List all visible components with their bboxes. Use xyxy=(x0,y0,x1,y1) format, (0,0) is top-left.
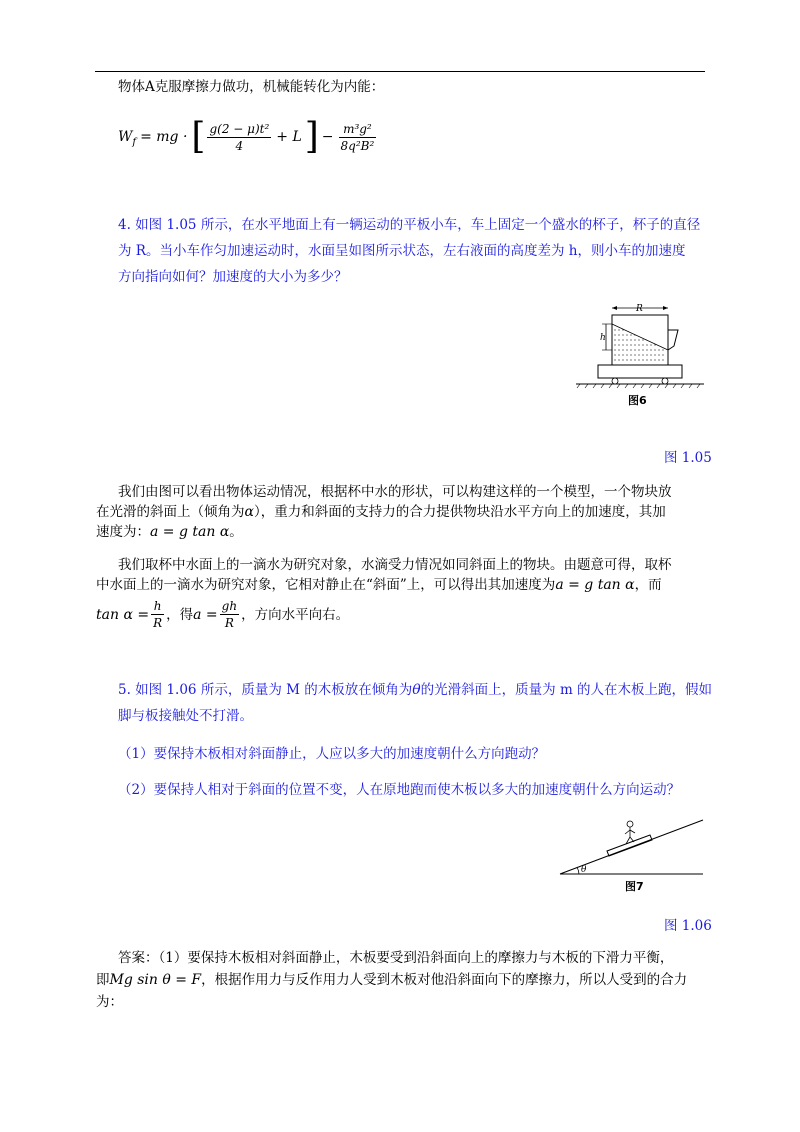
header-rule xyxy=(95,71,705,72)
tan-alpha: tan α = xyxy=(96,606,150,623)
ans4-p1-line3 xyxy=(96,522,243,542)
ans4-p1-line2b: ），重力和斜面的支持力的合力提供物块沿水平方向上的加速度，其加 xyxy=(253,504,666,520)
ans4-p2-line2 xyxy=(96,575,662,595)
accel-formula: a = g tan α xyxy=(150,524,230,540)
ans4-p1-line2 xyxy=(96,502,666,522)
h-label: h xyxy=(600,333,606,343)
ans4-p2-line1: 我们取杯中水面上的一滴水为研究对象，水滴受力情况如同斜面上的物块。由题意可得，取杯 xyxy=(118,557,672,573)
right-bracket: ] xyxy=(304,116,319,157)
q5-line1 xyxy=(118,680,712,700)
caption-fig-1-06: 图 1.06 xyxy=(664,918,712,934)
theta-label: θ xyxy=(581,865,587,875)
gh-over-r-frac xyxy=(220,598,239,631)
ans4-p2-line2a: 中水面上的一滴水为研究对象，它相对静止在“斜面”上，可以得出其加速度为 xyxy=(96,577,556,593)
alpha-symbol: α xyxy=(244,504,254,520)
wf-frac2-den: 8q²B² xyxy=(340,138,375,153)
ans4-p2-line2b: ，而 xyxy=(634,577,662,593)
ground-hatch xyxy=(577,384,700,388)
ans5-line3: 为： xyxy=(96,994,123,1010)
ans5-line2a: 即 xyxy=(96,972,110,988)
wf-minus: − xyxy=(321,129,334,145)
water-hatch xyxy=(614,330,666,360)
ans5-line2 xyxy=(96,970,687,990)
ans5-line1: 答案：（1）要保持木板相对斜面静止，木板要受到沿斜面向上的摩擦力与木板的下滑力平衡， xyxy=(118,950,674,966)
r-arrow-left xyxy=(612,306,617,310)
wf-lhs: W xyxy=(118,129,133,145)
wf-frac2-num: m³g² xyxy=(339,121,377,138)
wf-frac1-den: 4 xyxy=(235,138,244,153)
a-equals: a = xyxy=(193,606,218,623)
q5-sub1: （1）要保持木板相对斜面静止，人应以多大的加速度朝什么方向跑动？ xyxy=(118,746,546,762)
incline-figure xyxy=(555,810,710,895)
ans4-p1-line3b: 。 xyxy=(229,524,243,540)
caption-fig-1-05: 图 1.05 xyxy=(664,450,712,466)
ans4-p1-line3a: 速度为： xyxy=(96,524,150,540)
q5-line2: 脚与板接触处不打滑。 xyxy=(118,708,253,724)
ans4-p2-tail: ，方向水平向右。 xyxy=(241,606,350,623)
left-bracket: [ xyxy=(191,116,206,157)
angle-arc xyxy=(577,867,579,874)
h-over-r-frac xyxy=(151,598,164,631)
ans4-p2-mid: ，得 xyxy=(166,606,194,623)
wf-tail: + L xyxy=(276,129,302,145)
person-head xyxy=(627,821,633,827)
q4-line1: 4. 如图 1.05 所示，在水平地面上有一辆运动的平板小车，车上固定一个盛水的杯子，杯子的直径 xyxy=(118,217,701,233)
cart-body xyxy=(598,365,682,378)
fig7-label: 图7 xyxy=(625,880,644,893)
wf-frac1 xyxy=(207,121,271,154)
fig6-label: 图6 xyxy=(628,394,647,407)
ans4-p2-line3 xyxy=(96,598,349,631)
wf-frac1-num: g(2 − μ)t² xyxy=(209,121,270,136)
cup-handle xyxy=(668,330,678,350)
h-over-r-num: h xyxy=(151,598,164,615)
water-surface xyxy=(612,324,668,350)
person-body xyxy=(625,827,635,844)
h-over-r-den: R xyxy=(153,616,163,630)
ans5-line2b: ，根据作用力与反作用力人受到木板对他沿斜面向下的摩擦力，所以人受到的合力 xyxy=(201,972,688,988)
wf-lhs-sub: f xyxy=(132,136,137,148)
intro-line: 物体A克服摩擦力做功，机械能转化为内能： xyxy=(118,79,385,95)
cart-cup-figure xyxy=(570,300,710,412)
r-label: R xyxy=(636,304,643,314)
friction-formula: Mg sin θ = F xyxy=(109,972,202,988)
wheel-left xyxy=(612,378,618,384)
q5-sub2: （2）要保持人相对于斜面的位置不变，人在原地跑而使木板以多大的加速度朝什么方向运动？ xyxy=(118,782,681,798)
ans4-p1-line1: 我们由图可以看出物体运动情况，根据杯中水的形状，可以构建这样的一个模型，一个物块放 xyxy=(118,484,672,500)
q4-line2: 为 R。当小车作匀加速运动时，水面呈如图所示状态，左右液面的高度差为 h，则小车的加速度 xyxy=(118,243,686,259)
wf-eq: = mg · xyxy=(140,129,188,145)
r-arrow-right xyxy=(663,306,668,310)
accel-formula-2: a = g tan α xyxy=(555,577,635,593)
wf-frac2 xyxy=(339,121,377,154)
gh-over-r-den: R xyxy=(224,616,234,630)
wf-formula xyxy=(118,112,378,162)
q5-line1a: 5. 如图 1.06 所示，质量为 M 的木板放在倾角为 xyxy=(118,682,413,698)
ans4-p1-line2a: 在光滑的斜面上（倾角为 xyxy=(96,504,245,520)
q4-line3: 方向指向如何？加速度的大小为多少？ xyxy=(118,269,348,285)
wheel-right xyxy=(662,378,668,384)
q5-line1b: 的光滑斜面上，质量为 m 的人在木板上跑，假如 xyxy=(420,682,713,698)
gh-over-r-num: gh xyxy=(221,599,238,613)
theta-symbol: θ xyxy=(412,682,421,698)
